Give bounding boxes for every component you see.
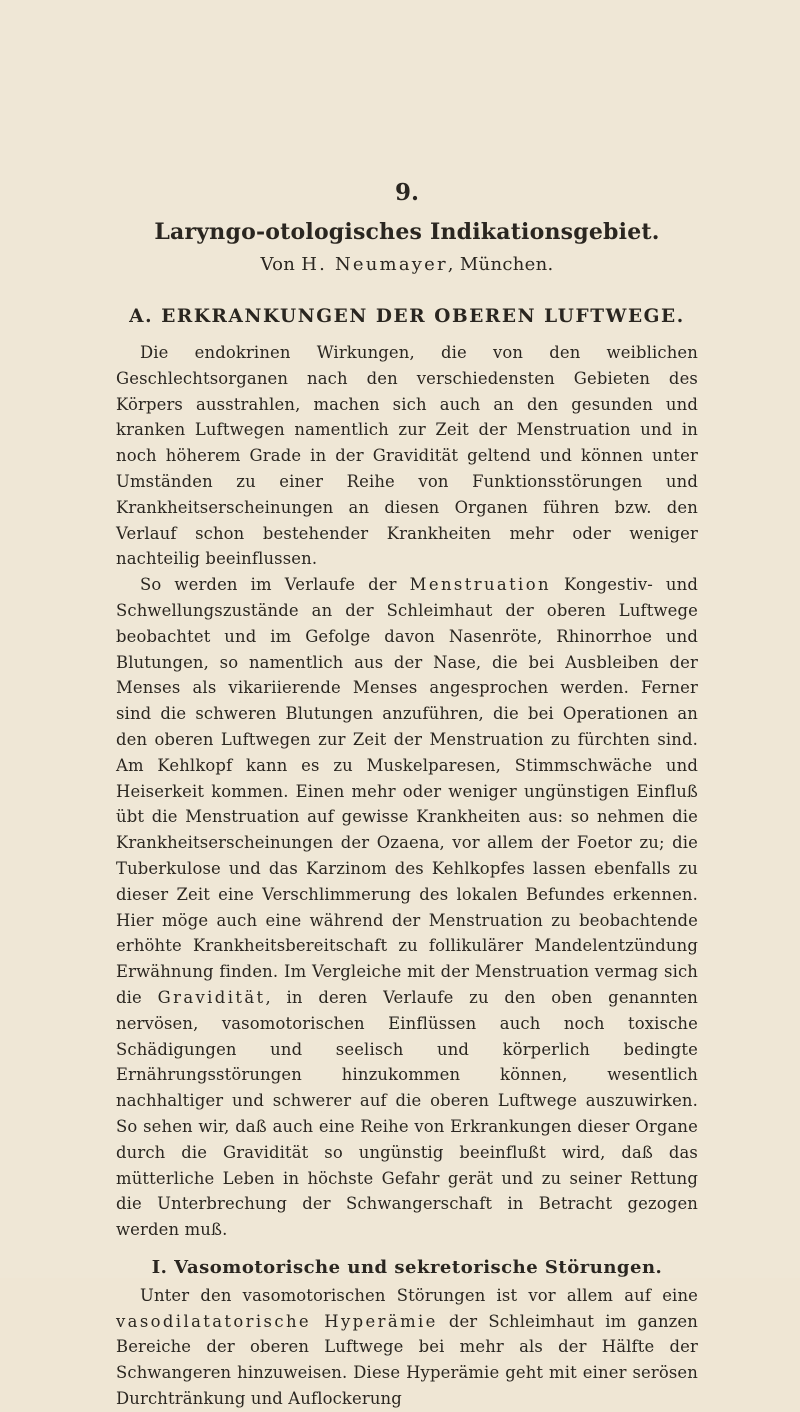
chapter-title: Laryngo-otologisches Indikationsgebiet. <box>154 219 660 245</box>
page-text-block <box>116 178 698 1412</box>
paragraph-1: Die endokrinen Wirkungen, die von den weiblichen Geschlechtsorganen nach den verschiedensten Gebieten des Körpers ausstrahlen, machen sich auch an den gesunden und kranken Luftwegen namentlich zur Zeit der Menstruation und in noch höherem Grade in der Gravidität geltend und können unter Umständen zu einer Reihe von Funktionsstörungen und Krankheitserscheinungen an diesen Organen führen bzw. den Verlauf schon bestehender Krankheiten mehr oder weniger nachteilig beeinflussen. <box>116 343 698 569</box>
term-hyperaemie: vasodilatatorische Hyperämie <box>116 1311 438 1331</box>
paragraph-2-part-3: , in deren Verlaufe zu den oben genannten nervösen, vasomotorischen Einflüssen auch noch toxische Schädigungen und seelisch und körperlich bedingte Ernährungsstörungen hinzukommen können, wesentlich nachhaltiger und schwerer auf die oberen Luftwege auszuwirken. So sehen wir, daß auch eine Reihe von Erkrankungen dieser Organe durch die Gravidität so ungünstig beeinflußt wird, daß das mütterliche Leben in höchste Gefahr gerät und zu seiner Rettung die Unterbrechung der Schwangerschaft in Betracht gezogen werden muß. <box>116 987 698 1240</box>
paragraph-2-part-2: Kongestiv- und Schwellungszustände an der Schleimhaut der oberen Luftwege beobachtet und im Gefolge davon Nasenröte, Rhinorrhoe und Blutungen, so namentlich aus der Nase, die bei Ausbleiben der Menses als vikariierende Menses angesprochen werden. Ferner sind die schweren Blutungen anzuführen, die bei Operationen an den oberen Luftwegen zur Zeit der Menstruation zu fürchten sind. Am Kehlkopf kann es zu Muskelparesen, Stimmschwäche und Heiserkeit kommen. Einen mehr oder weniger ungünstigen Einfluß übt die Menstruation auf gewisse Krankheiten aus: so nehmen die Krankheitserscheinungen der Ozaena, vor allem der Foetor zu; die Tuberkulose und das Karzinom des Kehlkopfes lassen ebenfalls zu dieser Zeit eine Verschlimmerung des lokalen Befundes erkennen. Hier möge auch eine während der Menstruation zu beobachtende erhöhte Krankheitsbereitschaft zu follikulärer Mandelentzündung Erwähnung finden. Im Vergleiche mit der Menstruation vermag sich die <box>116 575 698 1007</box>
subsection-heading: I. Vasomotorische und sekretorische Störungen. <box>151 1256 663 1278</box>
author-prefix: Von <box>260 254 302 275</box>
author-suffix: , München. <box>447 254 554 275</box>
term-menstruation: Menstruation <box>409 575 551 595</box>
author-line <box>116 250 698 280</box>
author-name: H. Neumayer <box>301 254 448 275</box>
paragraph-3-part-1: Unter den vasomotorischen Störungen ist vor allem auf eine <box>140 1285 698 1305</box>
term-graviditaet: Gravidität <box>157 987 266 1007</box>
paragraph-3-part-2: der Schleimhaut im ganzen Bereiche der oberen Luftwege bei mehr als der Hälfte der Schwangeren hinzuweisen. Diese Hyperämie geht mit einer serösen Durchtränkung und Auflockerung <box>116 1311 698 1409</box>
paragraph-2-part-1: So werden im Verlaufe der <box>140 575 410 595</box>
section-heading: A. ERKRANKUNGEN DER OBEREN LUFTWEGE. <box>129 306 685 327</box>
paragraph-3 <box>116 1283 698 1412</box>
chapter-number: 9. <box>394 179 419 206</box>
paragraph-2 <box>116 572 698 1243</box>
